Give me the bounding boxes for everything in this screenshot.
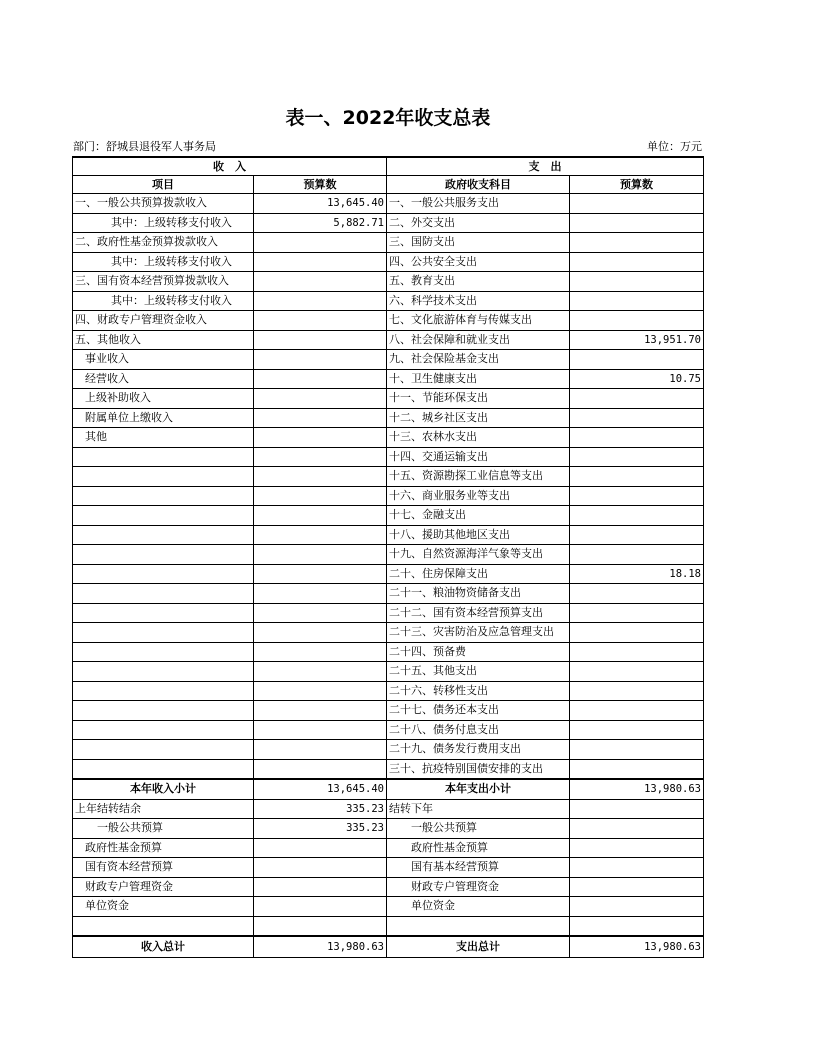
income-value-cell [254, 291, 387, 311]
income-item-cell [73, 486, 254, 506]
income-item-cell: 财政专户管理资金 [73, 877, 254, 897]
expense-item-cell: 结转下年 [387, 799, 570, 819]
expense-item-cell: 十五、资源勘探工业信息等支出 [387, 467, 570, 487]
income-subtotal-value: 13,645.40 [254, 779, 387, 799]
expense-item-cell: 十二、城乡社区支出 [387, 408, 570, 428]
table-row [73, 467, 704, 487]
expense-value-cell [570, 877, 704, 897]
expense-value-cell [570, 759, 704, 779]
expense-item-cell: 二十六、转移性支出 [387, 681, 570, 701]
income-item-cell [73, 603, 254, 623]
table-row [73, 623, 704, 643]
income-value-cell [254, 740, 387, 760]
income-item-cell [73, 916, 254, 936]
table-row [73, 662, 704, 682]
expense-value-cell [570, 545, 704, 565]
income-item-cell: 事业收入 [73, 350, 254, 370]
expense-item-cell: 七、文化旅游体育与传媒支出 [387, 311, 570, 331]
table-row [73, 408, 704, 428]
expense-item-cell: 单位资金 [387, 897, 570, 917]
income-item-cell [73, 545, 254, 565]
table-row [73, 272, 704, 292]
income-item-cell [73, 447, 254, 467]
expense-item-cell: 二十二、国有资本经营预算支出 [387, 603, 570, 623]
income-item-cell: 一、一般公共预算拨款收入 [73, 194, 254, 214]
income-value-cell [254, 545, 387, 565]
income-item-cell [73, 642, 254, 662]
income-total-value: 13,980.63 [254, 936, 387, 958]
expense-item-cell: 一般公共预算 [387, 819, 570, 839]
expense-item-cell: 九、社会保险基金支出 [387, 350, 570, 370]
expense-value-cell [570, 584, 704, 604]
income-item-cell: 附属单位上缴收入 [73, 408, 254, 428]
expense-subtotal-value: 13,980.63 [570, 779, 704, 799]
income-item-cell [73, 759, 254, 779]
table-row [73, 838, 704, 858]
income-item-cell [73, 525, 254, 545]
income-item-cell: 经营收入 [73, 369, 254, 389]
income-budget-header: 预算数 [254, 176, 387, 194]
expense-value-cell [570, 740, 704, 760]
table-row [73, 916, 704, 936]
table-row [73, 330, 704, 350]
expense-value-cell [570, 428, 704, 448]
table-row [73, 701, 704, 721]
table-row [73, 740, 704, 760]
income-value-cell [254, 916, 387, 936]
income-item-cell: 其中：上级转移支付收入 [73, 291, 254, 311]
income-value-cell [254, 877, 387, 897]
income-value-cell [254, 252, 387, 272]
income-value-cell [254, 272, 387, 292]
income-total-label: 收入总计 [73, 936, 254, 958]
expense-item-cell: 二十四、预备费 [387, 642, 570, 662]
expense-item-cell: 一、一般公共服务支出 [387, 194, 570, 214]
income-item-cell [73, 564, 254, 584]
income-value-cell [254, 681, 387, 701]
expense-value-cell [570, 642, 704, 662]
expense-value-cell [570, 623, 704, 643]
income-value-cell [254, 623, 387, 643]
expense-item-cell: 二十、住房保障支出 [387, 564, 570, 584]
table-row [73, 291, 704, 311]
income-item-cell: 国有资本经营预算 [73, 858, 254, 878]
table-row [73, 877, 704, 897]
expense-value-cell [570, 252, 704, 272]
income-section-header: 收 入 [73, 157, 387, 176]
income-item-header: 项目 [73, 176, 254, 194]
table-row [73, 350, 704, 370]
income-value-cell [254, 564, 387, 584]
table-row [73, 603, 704, 623]
table-row [73, 213, 704, 233]
expense-value-cell: 10.75 [570, 369, 704, 389]
income-value-cell [254, 662, 387, 682]
expense-value-cell [570, 525, 704, 545]
expense-item-cell: 八、社会保障和就业支出 [387, 330, 570, 350]
income-item-cell: 三、国有资本经营预算拨款收入 [73, 272, 254, 292]
table-row [73, 428, 704, 448]
table-row [73, 389, 704, 409]
income-value-cell [254, 389, 387, 409]
income-value-cell [254, 330, 387, 350]
expense-item-cell: 十一、节能环保支出 [387, 389, 570, 409]
expense-value-cell [570, 681, 704, 701]
expense-item-cell: 三十、抗疫特别国债安排的支出 [387, 759, 570, 779]
income-item-cell: 其他 [73, 428, 254, 448]
expense-value-cell [570, 720, 704, 740]
expense-value-cell [570, 350, 704, 370]
income-item-cell: 五、其他收入 [73, 330, 254, 350]
table-row [73, 447, 704, 467]
income-value-cell [254, 525, 387, 545]
expense-value-cell [570, 701, 704, 721]
department-label: 部门：舒城县退役军人事务局 [73, 140, 216, 153]
subtotal-row [73, 779, 704, 799]
income-value-cell [254, 467, 387, 487]
table-row [73, 564, 704, 584]
income-item-cell: 上级补助收入 [73, 389, 254, 409]
income-value-cell [254, 311, 387, 331]
expense-value-cell [570, 897, 704, 917]
income-value-cell: 13,645.40 [254, 194, 387, 214]
expense-item-cell: 二、外交支出 [387, 213, 570, 233]
income-value-cell [254, 428, 387, 448]
income-value-cell [254, 897, 387, 917]
income-item-cell [73, 467, 254, 487]
income-value-cell [254, 369, 387, 389]
expense-section-header: 支 出 [387, 157, 704, 176]
table-row [73, 858, 704, 878]
income-value-cell [254, 447, 387, 467]
income-item-cell: 四、财政专户管理资金收入 [73, 311, 254, 331]
income-item-cell [73, 623, 254, 643]
expense-value-cell [570, 233, 704, 253]
income-item-cell [73, 506, 254, 526]
income-value-cell [254, 233, 387, 253]
table-row [73, 642, 704, 662]
income-value-cell: 5,882.71 [254, 213, 387, 233]
income-value-cell: 335.23 [254, 799, 387, 819]
expense-value-cell [570, 272, 704, 292]
table-row [73, 311, 704, 331]
expense-budget-header: 预算数 [570, 176, 704, 194]
income-item-cell [73, 681, 254, 701]
expense-item-cell: 十八、援助其他地区支出 [387, 525, 570, 545]
expense-value-cell [570, 447, 704, 467]
table-row [73, 759, 704, 779]
expense-value-cell [570, 291, 704, 311]
table-row [73, 545, 704, 565]
income-item-cell: 其中：上级转移支付收入 [73, 213, 254, 233]
budget-summary-table [72, 156, 704, 958]
expense-item-cell: 国有基本经营预算 [387, 858, 570, 878]
expense-value-cell: 18.18 [570, 564, 704, 584]
expense-value-cell [570, 838, 704, 858]
table-row [73, 369, 704, 389]
expense-value-cell [570, 662, 704, 682]
income-value-cell [254, 642, 387, 662]
income-item-cell: 上年结转结余 [73, 799, 254, 819]
expense-item-cell: 二十八、债务付息支出 [387, 720, 570, 740]
income-item-cell [73, 740, 254, 760]
grand-total-row [73, 936, 704, 958]
income-value-cell [254, 759, 387, 779]
table-row [73, 525, 704, 545]
expense-value-cell [570, 506, 704, 526]
income-item-cell: 二、政府性基金预算拨款收入 [73, 233, 254, 253]
expense-item-cell: 十四、交通运输支出 [387, 447, 570, 467]
table-row [73, 233, 704, 253]
income-item-cell: 单位资金 [73, 897, 254, 917]
income-value-cell: 335.23 [254, 819, 387, 839]
table-row [73, 819, 704, 839]
income-item-cell [73, 720, 254, 740]
expense-item-cell: 十七、金融支出 [387, 506, 570, 526]
table-row [73, 720, 704, 740]
table-row [73, 252, 704, 272]
expense-item-cell: 十六、商业服务业等支出 [387, 486, 570, 506]
expense-item-cell: 三、国防支出 [387, 233, 570, 253]
income-value-cell [254, 350, 387, 370]
income-value-cell [254, 486, 387, 506]
page-title: 表一、2022年收支总表 [285, 107, 491, 129]
expense-value-cell [570, 799, 704, 819]
expense-subtotal-label: 本年支出小计 [387, 779, 570, 799]
expense-item-cell: 四、公共安全支出 [387, 252, 570, 272]
expense-value-cell [570, 213, 704, 233]
expense-item-cell: 五、教育支出 [387, 272, 570, 292]
expense-item-cell: 二十三、灾害防治及应急管理支出 [387, 623, 570, 643]
income-value-cell [254, 720, 387, 740]
income-item-cell [73, 662, 254, 682]
table-row [73, 681, 704, 701]
income-item-cell: 一般公共预算 [73, 819, 254, 839]
income-value-cell [254, 838, 387, 858]
expense-total-label: 支出总计 [387, 936, 570, 958]
expense-value-cell [570, 486, 704, 506]
expense-item-cell: 十九、自然资源海洋气象等支出 [387, 545, 570, 565]
income-value-cell [254, 584, 387, 604]
income-item-cell [73, 584, 254, 604]
expense-value-cell [570, 467, 704, 487]
expense-value-cell [570, 194, 704, 214]
expense-item-cell [387, 916, 570, 936]
expense-item-header: 政府收支科目 [387, 176, 570, 194]
income-value-cell [254, 701, 387, 721]
income-value-cell [254, 408, 387, 428]
income-value-cell [254, 603, 387, 623]
expense-item-cell: 二十七、债务还本支出 [387, 701, 570, 721]
expense-value-cell [570, 389, 704, 409]
expense-value-cell [570, 603, 704, 623]
expense-value-cell [570, 408, 704, 428]
unit-label: 单位：万元 [647, 140, 702, 153]
table-row [73, 799, 704, 819]
expense-value-cell [570, 916, 704, 936]
table-row [73, 506, 704, 526]
income-subtotal-label: 本年收入小计 [73, 779, 254, 799]
income-item-cell [73, 701, 254, 721]
income-item-cell: 其中：上级转移支付收入 [73, 252, 254, 272]
expense-item-cell: 二十五、其他支出 [387, 662, 570, 682]
expense-item-cell: 政府性基金预算 [387, 838, 570, 858]
table-row [73, 486, 704, 506]
expense-total-value: 13,980.63 [570, 936, 704, 958]
expense-item-cell: 十、卫生健康支出 [387, 369, 570, 389]
expense-item-cell: 财政专户管理资金 [387, 877, 570, 897]
expense-value-cell [570, 858, 704, 878]
income-value-cell [254, 506, 387, 526]
section-header-row [73, 157, 704, 176]
expense-item-cell: 二十一、粮油物资储备支出 [387, 584, 570, 604]
table-row [73, 194, 704, 214]
expense-value-cell [570, 311, 704, 331]
table-row [73, 584, 704, 604]
expense-value-cell: 13,951.70 [570, 330, 704, 350]
expense-value-cell [570, 819, 704, 839]
table-row [73, 897, 704, 917]
column-header-row [73, 176, 704, 194]
expense-item-cell: 二十九、债务发行费用支出 [387, 740, 570, 760]
expense-item-cell: 六、科学技术支出 [387, 291, 570, 311]
income-item-cell: 政府性基金预算 [73, 838, 254, 858]
expense-item-cell: 十三、农林水支出 [387, 428, 570, 448]
income-value-cell [254, 858, 387, 878]
